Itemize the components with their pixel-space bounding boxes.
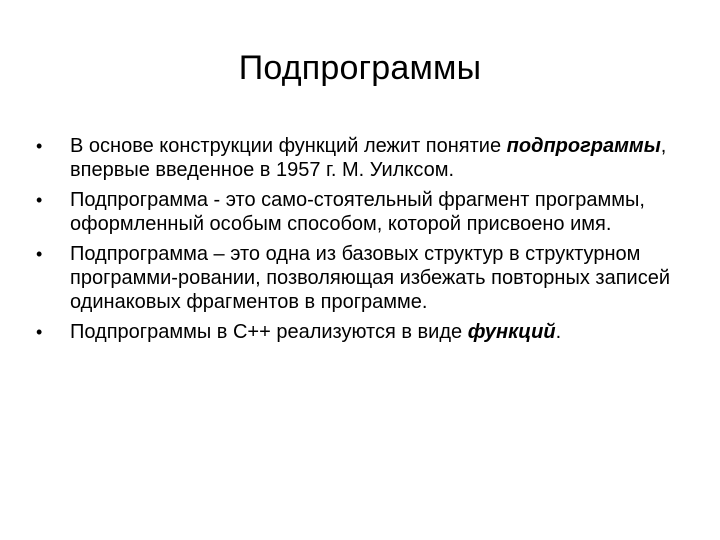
bullet-text-part: В основе конструкции функций лежит понятие <box>70 135 507 157</box>
bullet-text-part: Подпрограммы в С++ реализуются в виде <box>70 321 468 343</box>
slide-title: Подпрограммы <box>238 49 482 87</box>
bullet-icon: • <box>36 190 43 210</box>
bullet-item <box>36 320 686 344</box>
bullet-text: Подпрограмма - это само-стоятельный фрагмент программы, оформленный особым способом, которой присвоено имя. <box>70 189 645 235</box>
bullet-list <box>36 134 686 350</box>
bullet-item <box>36 242 686 314</box>
emphasized-term: подпрограммы <box>506 135 661 157</box>
bullet-item <box>36 188 686 236</box>
emphasized-term: функций <box>467 321 556 343</box>
bullet-text <box>70 321 561 343</box>
bullet-icon: • <box>36 322 43 342</box>
bullet-text-part: , впервые введенное в 1957 г. М. Уилксом. <box>70 135 667 181</box>
bullet-icon: • <box>36 244 43 264</box>
bullet-text-part: . <box>555 321 562 343</box>
bullet-item <box>36 134 686 182</box>
bullet-text: Подпрограмма – это одна из базовых структур в структурном программи-ровании, позволяющая избежать повторных записей одинаковых фрагментов в программе. <box>70 243 670 313</box>
bullet-text <box>70 135 666 181</box>
bullet-icon: • <box>36 136 43 156</box>
